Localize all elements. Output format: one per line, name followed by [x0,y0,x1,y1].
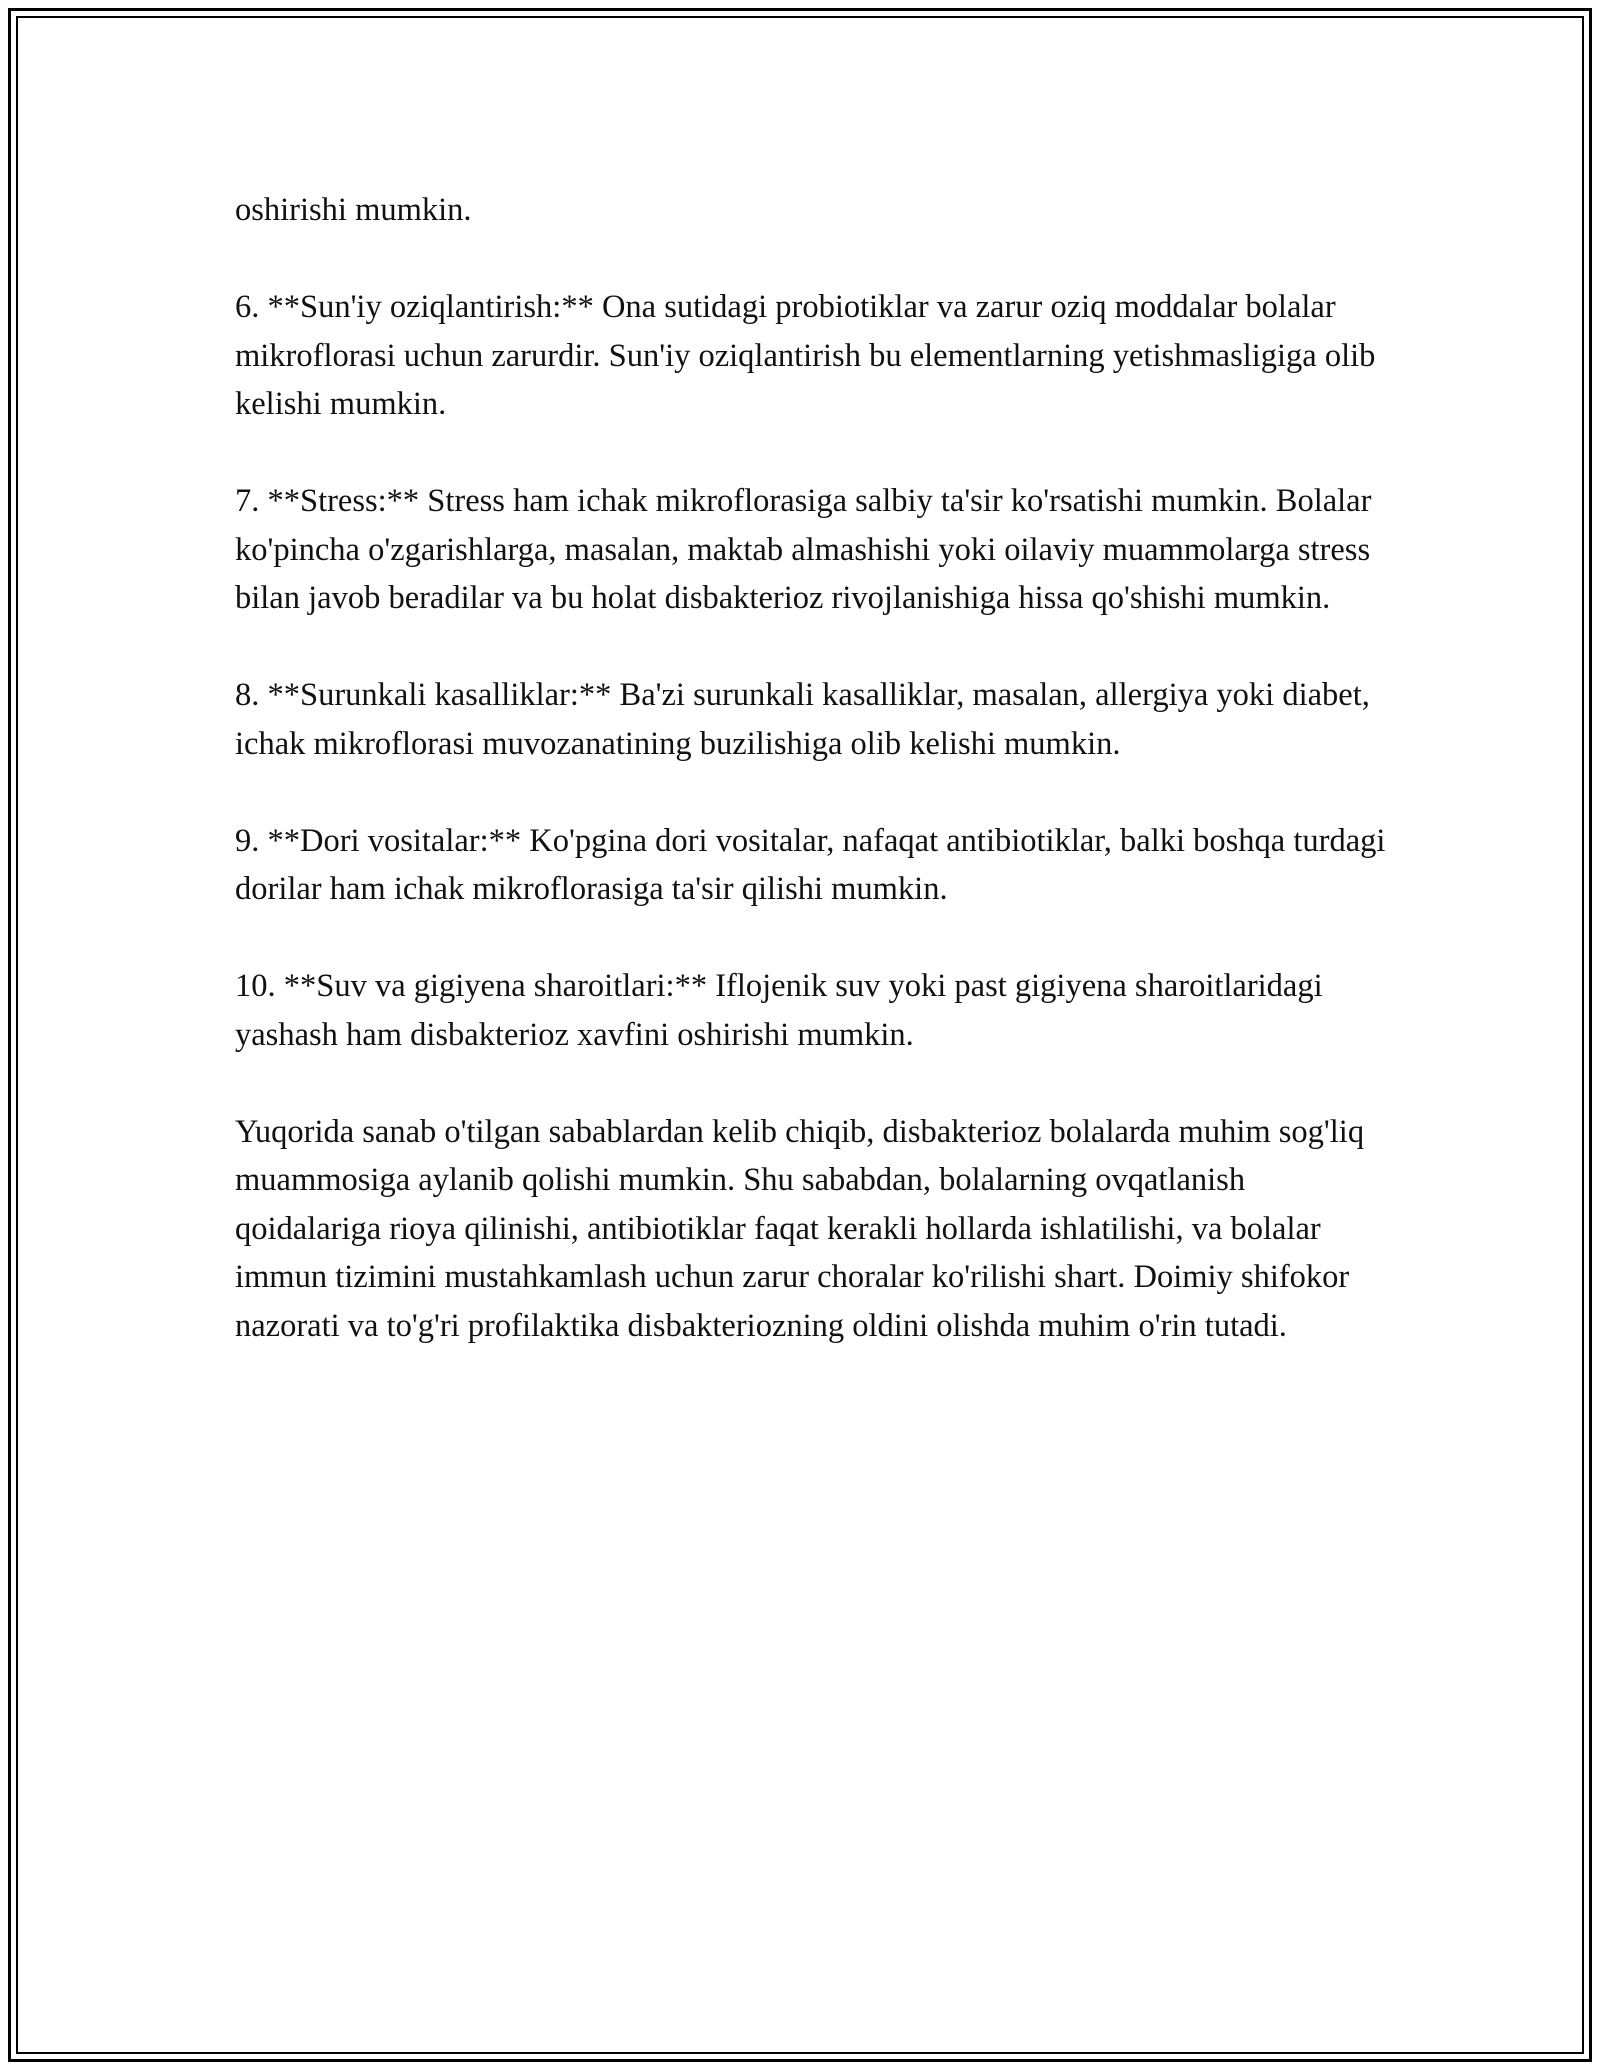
conclusion-paragraph: Yuqorida sanab o'tilgan sabablardan kelib chiqib, disbakterioz bolalarda muhim sog'liq muammosiga aylanib qolishi mumkin. Shu sababdan, bolalarning ovqatlanish qoidalariga rioya qilinishi, antibiotiklar faqat kerakli hollarda ishlatilishi, va bolalar immun tizimini mustahkamlash uchun zarur choralar ko'rilishi shart. Doimiy shifokor nazorati va to'g'ri profilaktika disbakteriozning oldini olishda muhim o'rin tutadi. [235,1113,1365,1344]
list-item-6-artificial-feeding: 6. **Sun'iy oziqlantirish:** Ona sutidagi probiotiklar va zarur oziq moddalar bolalar mikroflorasi uchun zarurdir. Sun'iy oziqlantirish bu elementlarning yetishmasligiga olib kelishi mumkin. [235,289,1376,422]
list-item-10-water-hygiene: 10. **Suv va gigiyena sharoitlari:** Iflojenik suv yoki past gigiyena sharoitlaridagi yashash ham disbakterioz xavfini oshirishi mumkin. [235,968,1323,1053]
list-item-7-stress: 7. **Stress:** Stress ham ichak mikroflorasiga salbiy ta'sir ko'rsatishi mumkin. Bolalar ko'pincha o'zgarishlarga, masalan, maktab almashishi yoki oilaviy muammolarga stress bilan javob beradilar va bu holat disbakterioz rivojlanishiga hissa qo'shishi mumkin. [235,483,1372,616]
list-item-8-chronic-diseases: 8. **Surunkali kasalliklar:** Ba'zi surunkali kasalliklar, masalan, allergiya yoki diabet, ichak mikroflorasi muvozanatining buzilishiga olib kelishi mumkin. [235,677,1370,762]
paragraph-continuation: oshirishi mumkin. [235,192,472,228]
list-item-9-medications: 9. **Dori vositalar:** Ko'pgina dori vositalar, nafaqat antibiotiklar, balki boshqa turdagi dorilar ham ichak mikroflorasiga ta'sir qilishi mumkin. [235,822,1386,907]
document-body [235,186,1395,1399]
